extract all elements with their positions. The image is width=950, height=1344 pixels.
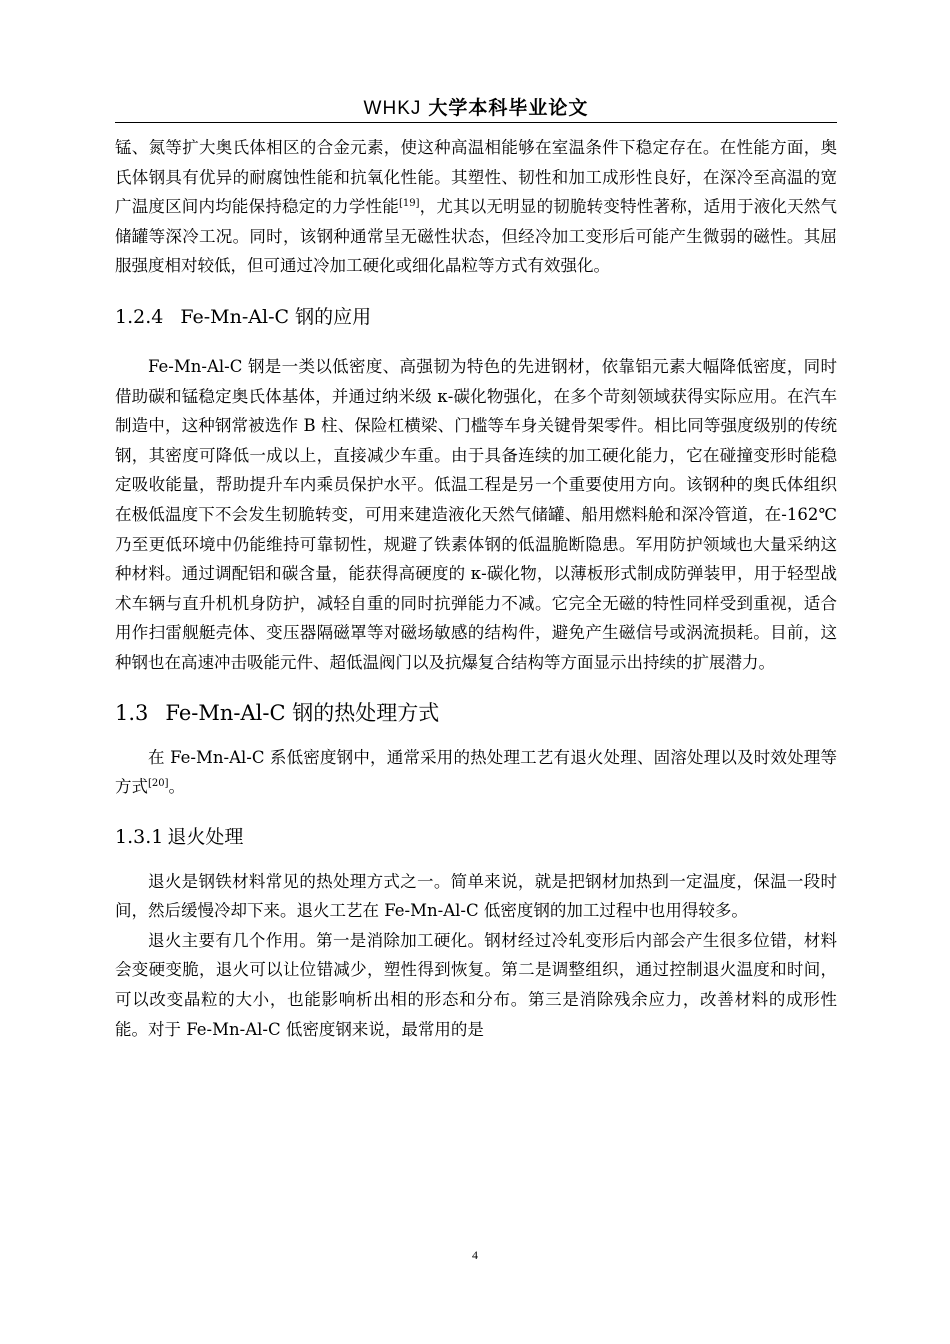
section-heading-1-3-1 <box>115 822 837 852</box>
section-number: 1.2.4 <box>115 305 164 328</box>
section-title: Fe-Mn-Al-C 钢的应用 <box>180 305 372 328</box>
section-title: Fe-Mn-Al-C 钢的热处理方式 <box>165 700 440 725</box>
header-rule <box>115 122 837 123</box>
paragraph-applications: Fe-Mn-Al-C 钢是一类以低密度、高强韧为特色的先进钢材，依靠铝元素大幅降低密度，同时借助碳和锰稳定奥氏体基体，并通过纳米级 κ-碳化物强化，在多个苛刻领域获得实际应用。在汽车制造中，这种钢常被选作 B 柱、保险杠横梁、门槛等车身关键骨架零件。相比同等强度级别的传统钢，其密度可降低一成以上，直接减少车重。由于具备连续的加工硬化能力，它在碰撞变形时能稳定吸收能量，帮助提升车内乘员保护水平。低温工程是另一个重要使用方向。该钢种的奥氏体组织在极低温度下不会发生韧脆转变，可用来建造液化天然气储罐、船用燃料舱和深冷管道，在-162℃乃至更低环境中仍能维持可靠韧性，规避了铁素体钢的低温脆断隐患。军用防护领域也大量采纳这种材料。通过调配铝和碳含量，能获得高硬度的 κ-碳化物，以薄板形式制成防弹装甲，用于轻型战术车辆与直升机机身防护，减轻自重的同时抗弹能力不减。它完全无磁的特性同样受到重视，适合用作扫雷舰艇壳体、变压器隔磁罩等对磁场敏感的结构件，避免产生磁信号或涡流损耗。目前，这种钢也在高速冲击吸能元件、超低温阀门以及抗爆复合结构等方面显示出持续的扩展潜力。 <box>115 356 837 672</box>
section-heading-1-3 <box>115 697 837 729</box>
citation-19: [19] <box>398 198 420 210</box>
paragraph-heat-treatment-intro <box>115 743 837 802</box>
section-number: 1.3.1 <box>115 825 164 848</box>
page-number: 4 <box>472 1248 478 1262</box>
paragraph-text: 在 Fe-Mn-Al-C 系低密度钢中，通常采用的热处理工艺有退火处理、固溶处理以及时效处理等方式 <box>115 747 837 797</box>
section-title: 退火处理 <box>167 825 244 848</box>
paragraph-text-tail: 。 <box>168 777 186 797</box>
paragraph-annealing-definition: 退火是钢铁材料常见的热处理方式之一。简单来说，就是把钢材加热到一定温度，保温一段时间，然后缓慢冷却下来。退火工艺在 Fe-Mn-Al-C 低密度钢的加工过程中也用得较多。 <box>115 871 837 921</box>
paragraph-text-tail: ，尤其以无明显的韧脆转变特性著称，适用于液化天然气储罐等深冷工况。同时，该钢种通常呈无磁性状态，但经冷加工变形后可能产生微弱的磁性。其屈服强度相对较低，但可通过冷加工硬化或细化晶粒等方式有效强化。 <box>115 197 838 276</box>
paragraph-austenitic-steel <box>115 133 837 281</box>
citation-20: [20] <box>148 778 169 790</box>
header-university-code: WHKJ <box>363 98 422 119</box>
section-heading-1-2-4 <box>115 302 837 332</box>
page-body <box>115 133 837 1044</box>
paragraph-annealing-purposes: 退火主要有几个作用。第一是消除加工硬化。钢材经过冷轧变形后内部会产生很多位错，材料会变硬变脆，退火可以让位错减少，塑性得到恢复。第二是调整组织，通过控制退火温度和时间，可以改变晶粒的大小，也能影响析出相的形态和分布。第三是消除残余应力，改善材料的成形性能。对于 Fe-Mn-Al-C 低密度钢来说，最常用的是 <box>115 930 837 1039</box>
page-header <box>115 93 837 120</box>
header-thesis-label: 大学本科毕业论文 <box>428 97 589 119</box>
section-number: 1.3 <box>115 700 149 725</box>
paragraph-text: 锰、氮等扩大奥氏体相区的合金元素，使这种高温相能够在室温条件下稳定存在。在性能方面，奥氏体钢具有优异的耐腐蚀性能和抗氧化性能。其塑性、韧性和加工成形性良好，在深冷至高温的宽广温度区间内均能保持稳定的力学性能 <box>115 138 837 217</box>
